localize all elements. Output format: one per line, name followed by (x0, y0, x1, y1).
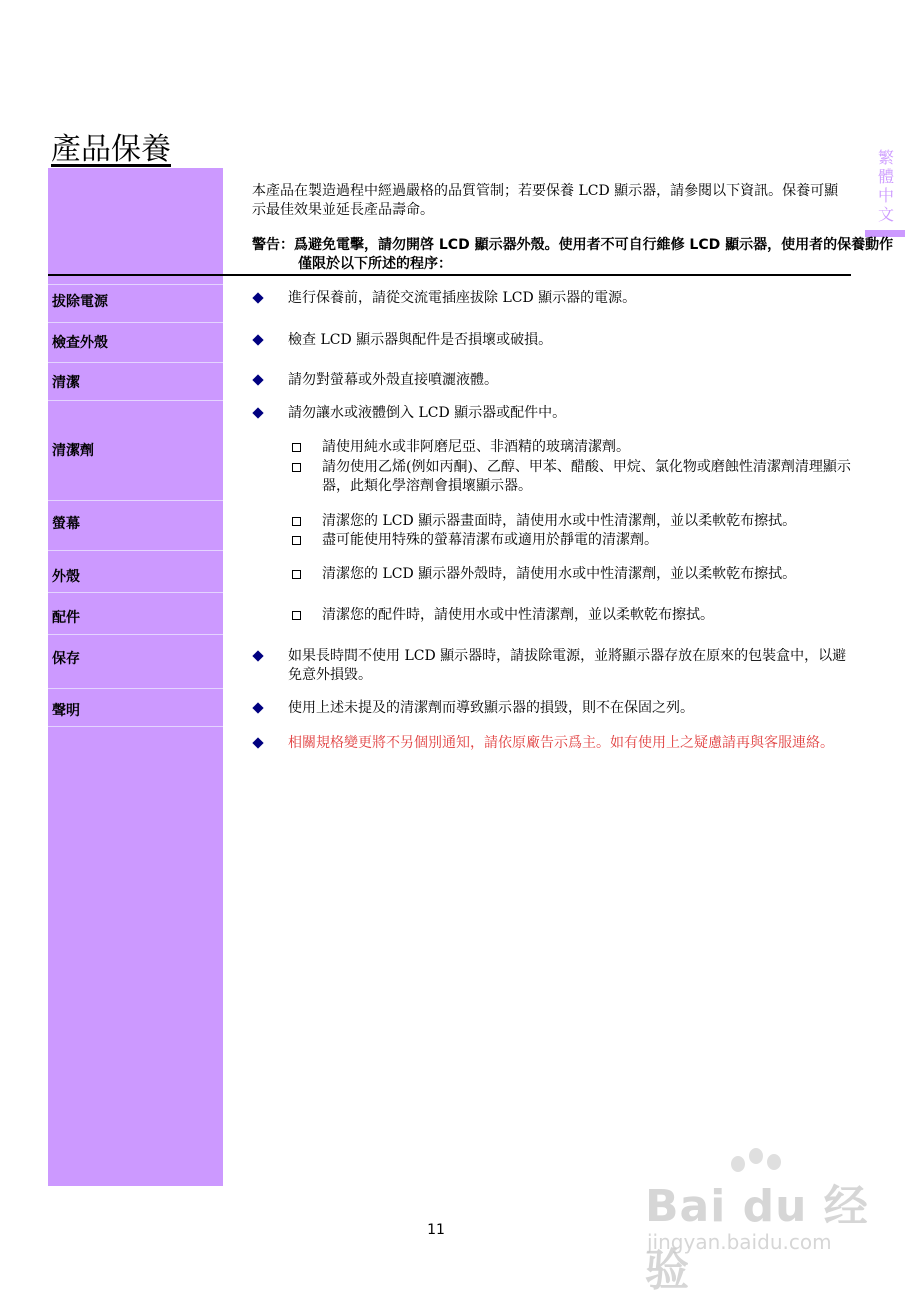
section-label-cleaning: 清潔 (52, 375, 80, 391)
item-storage: 如果長時間不使用 LCD 顯示器時，請拔除電源，並將顯示器存放在原來的包裝盒中，以避免意外損毀。 (288, 648, 847, 683)
item-accessory: 清潔您的配件時，請使用水或中性清潔劑，並以柔軟乾布擦拭。 (322, 607, 714, 623)
bullet-diamond-icon (252, 650, 263, 661)
item-statement-2: 相關規格變更將不另個別通知，請依原廠告示爲主。如有使用上之疑慮請再與客服連絡。 (288, 735, 834, 751)
bullet-square-icon (292, 443, 301, 452)
item-case: 清潔您的 LCD 顯示器外殼時，請使用水或中性清潔劑，並以柔軟乾布擦拭。 (322, 566, 797, 582)
paw-icon (749, 1148, 763, 1164)
sidebar-divider (48, 284, 223, 285)
watermark-brand: Bai du 经验 (645, 1181, 869, 1296)
sidebar-divider (48, 688, 223, 689)
sidebar-divider (48, 634, 223, 635)
intro-paragraph: 本產品在製造過程中經過嚴格的品質管制；若要保養 LCD 顯示器，請參閱以下資訊。保養可顯示最佳效果並延長產品壽命。 (252, 183, 839, 218)
sidebar-divider (48, 400, 223, 401)
bullet-diamond-icon (252, 702, 263, 713)
page-number: 11 (427, 1222, 445, 1238)
item-agent-2: 請勿使用乙烯(例如丙酮)、乙醇、甲苯、醋酸、甲烷、氯化物或磨蝕性清潔劑清理顯示器，此類化學溶劑會損壞顯示器。 (322, 459, 851, 494)
paw-icon (767, 1154, 781, 1170)
language-side-tab: 繁體中文 (877, 148, 894, 224)
sidebar-divider (48, 500, 223, 501)
sidebar-divider (48, 592, 223, 593)
section-label-storage: 保存 (52, 651, 80, 667)
sidebar-divider (48, 322, 223, 323)
item-clean-2: 請勿讓水或液體倒入 LCD 顯示器或配件中。 (288, 405, 567, 421)
bullet-diamond-icon (252, 374, 263, 385)
bullet-square-icon (292, 463, 301, 472)
section-label-unplug: 拔除電源 (52, 294, 108, 310)
item-screen-1: 清潔您的 LCD 顯示器畫面時，請使用水或中性清潔劑，並以柔軟乾布擦拭。 (322, 513, 797, 529)
section-label-statement: 聲明 (52, 703, 80, 719)
bullet-square-icon (292, 570, 301, 579)
section-label-accessories: 配件 (52, 610, 80, 626)
sidebar-divider (48, 726, 223, 727)
section-label-case: 外殼 (52, 569, 80, 585)
item-screen-2: 盡可能使用特殊的螢幕清潔布或適用於靜電的清潔劑。 (322, 532, 658, 548)
sidebar-divider (48, 362, 223, 363)
bullet-diamond-icon (252, 737, 263, 748)
section-sidebar (48, 168, 223, 1186)
bullet-diamond-icon (252, 292, 263, 303)
bullet-square-icon (292, 536, 301, 545)
bullet-square-icon (292, 611, 301, 620)
item-agent-1: 請使用純水或非阿磨尼亞、非酒精的玻璃清潔劑。 (322, 439, 630, 455)
sidebar-divider (48, 550, 223, 551)
bullet-square-icon (292, 517, 301, 526)
section-label-check-case: 檢查外殼 (52, 335, 108, 351)
section-label-cleaning-agent: 清潔劑 (52, 443, 94, 459)
warning-paragraph: 警告：爲避免電擊，請勿開啓 LCD 顯示器外殼。使用者不可自行維修 LCD 顯示器，使用者的保養動作僅限於以下所述的程序： (252, 237, 894, 272)
item-clean-1: 請勿對螢幕或外殼直接噴灑液體。 (288, 372, 498, 388)
item-unplug: 進行保養前，請從交流電插座拔除 LCD 顯示器的電源。 (288, 290, 637, 306)
page-title: 產品保養 (51, 132, 171, 167)
header-rule (48, 274, 851, 276)
watermark-url: jingyan.baidu.com (647, 1230, 832, 1254)
bullet-diamond-icon (252, 407, 263, 418)
section-label-screen: 螢幕 (52, 516, 80, 532)
item-check: 檢查 LCD 顯示器與配件是否損壞或破損。 (288, 332, 553, 348)
baidu-watermark (645, 1148, 875, 1296)
bullet-diamond-icon (252, 334, 263, 345)
item-statement-1: 使用上述未提及的清潔劑而導致顯示器的損毀，則不在保固之列。 (288, 700, 694, 716)
